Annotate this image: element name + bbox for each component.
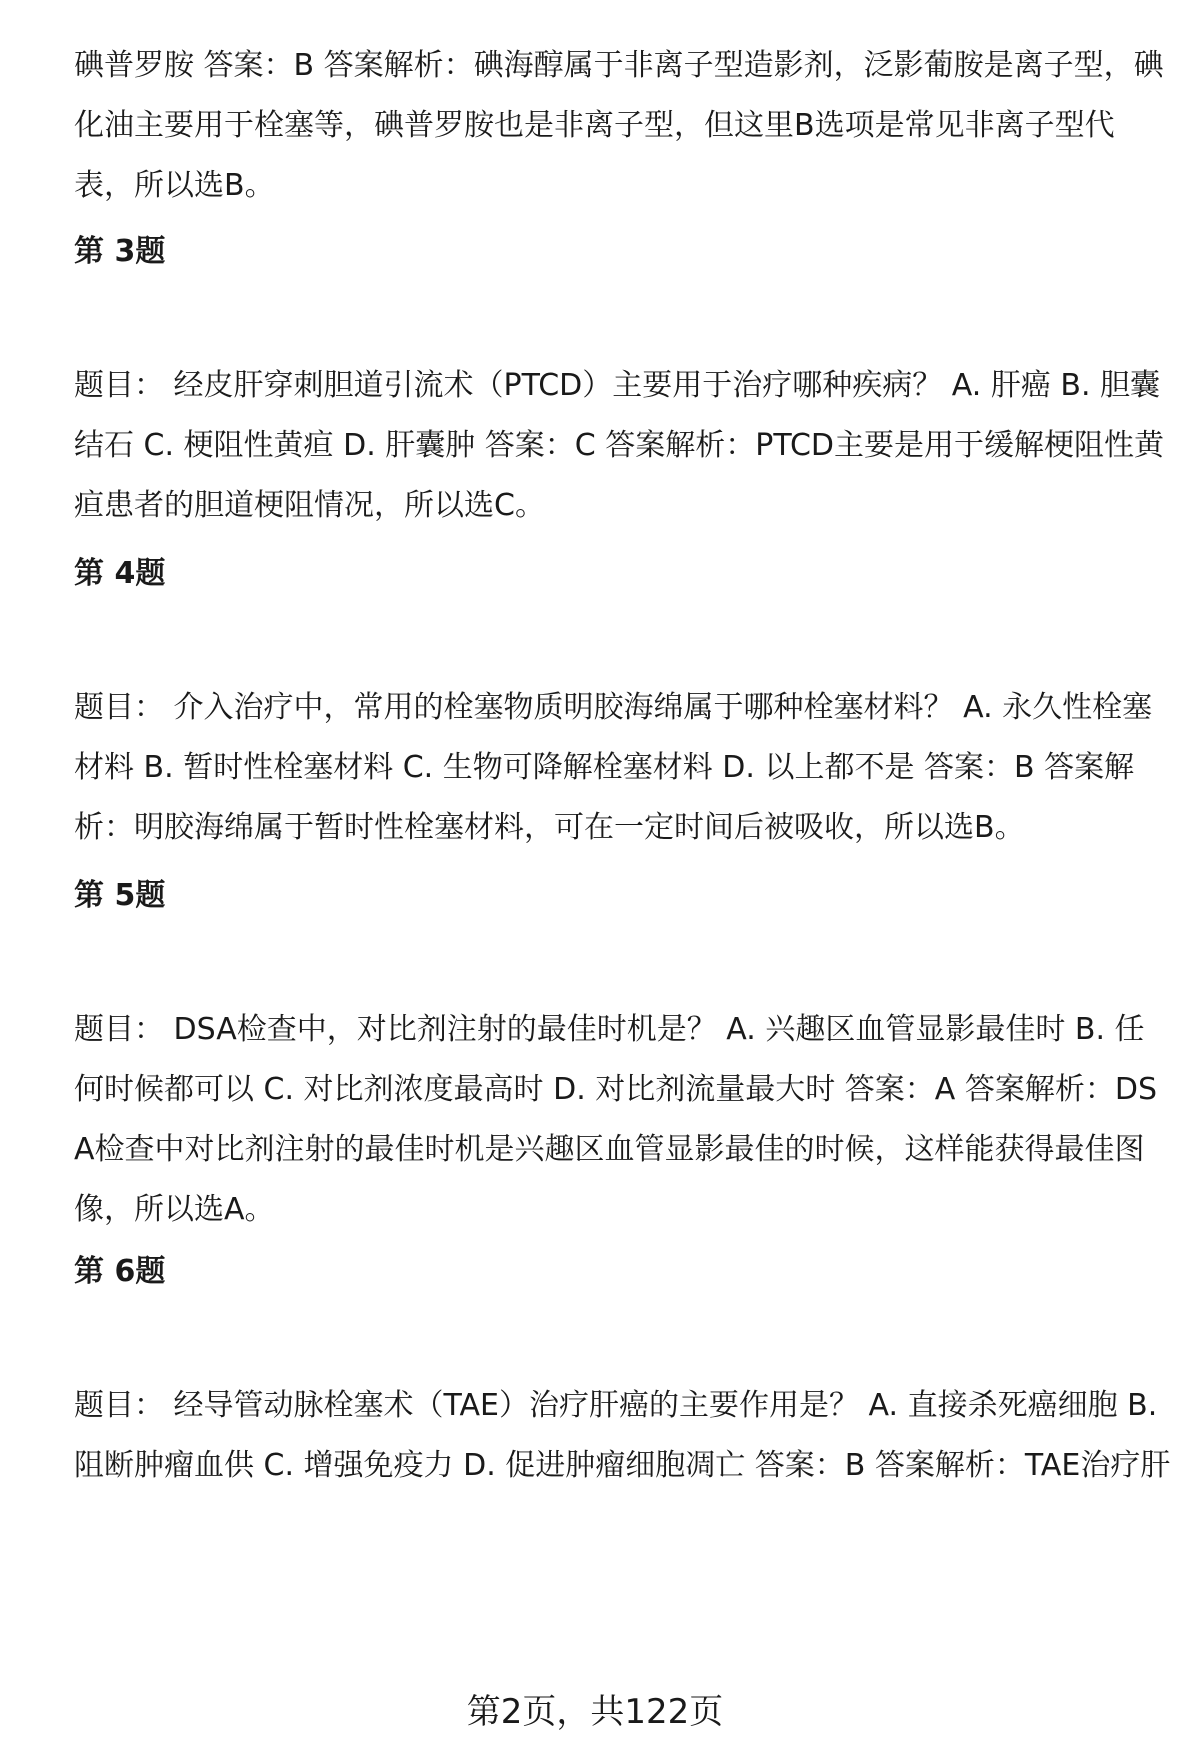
question-paragraph-5: 题目： DSA检查中，对比剂注射的最佳时机是？ A. 兴趣区血管显影最佳时 B. 任何时候都可以 C. 对比剂浓度最高时 D. 对比剂流量最大时 答案：A 答案解析：DSA检查中对比剂注射的最佳时机是兴趣区血管显影最佳的时候，这样能获得最佳图像，所以选A。: [74, 1012, 1158, 1227]
question-paragraph-4: 题目： 介入治疗中，常用的栓塞物质明胶海绵属于哪种栓塞材料？ A. 永久性栓塞材料 B. 暂时性栓塞材料 C. 生物可降解栓塞材料 D. 以上都不是 答案：B 答案解析：明胶海绵属于暂时性栓塞材料，可在一定时间后被吸收，所以选B。: [74, 690, 1153, 845]
question-heading-4: 第 4题: [74, 556, 166, 591]
question-heading-5: 第 5题: [74, 878, 166, 913]
question-paragraph-3: 题目： 经皮肝穿刺胆道引流术（PTCD）主要用于治疗哪种疾病？ A. 肝癌 B. 胆囊结石 C. 梗阻性黄疸 D. 肝囊肿 答案：C 答案解析：PTCD主要是用于缓解梗阻性黄疸患者的胆道梗阻情况，所以选C。: [74, 368, 1164, 523]
page-number-footer: 第2页，共122页: [466, 1692, 724, 1732]
question-heading-6: 第 6题: [74, 1254, 166, 1289]
answer-paragraph-q2: 碘普罗胺 答案：B 答案解析：碘海醇属于非离子型造影剂，泛影葡胺是离子型，碘化油主要用于栓塞等，碘普罗胺也是非离子型，但这里B选项是常见非离子型代表，所以选B。: [74, 48, 1164, 203]
question-heading-3: 第 3题: [74, 234, 166, 269]
question-paragraph-6: 题目： 经导管动脉栓塞术（TAE）治疗肝癌的主要作用是？ A. 直接杀死癌细胞 B. 阻断肿瘤血供 C. 增强免疫力 D. 促进肿瘤细胞凋亡 答案：B 答案解析：TAE治疗肝: [74, 1388, 1171, 1483]
